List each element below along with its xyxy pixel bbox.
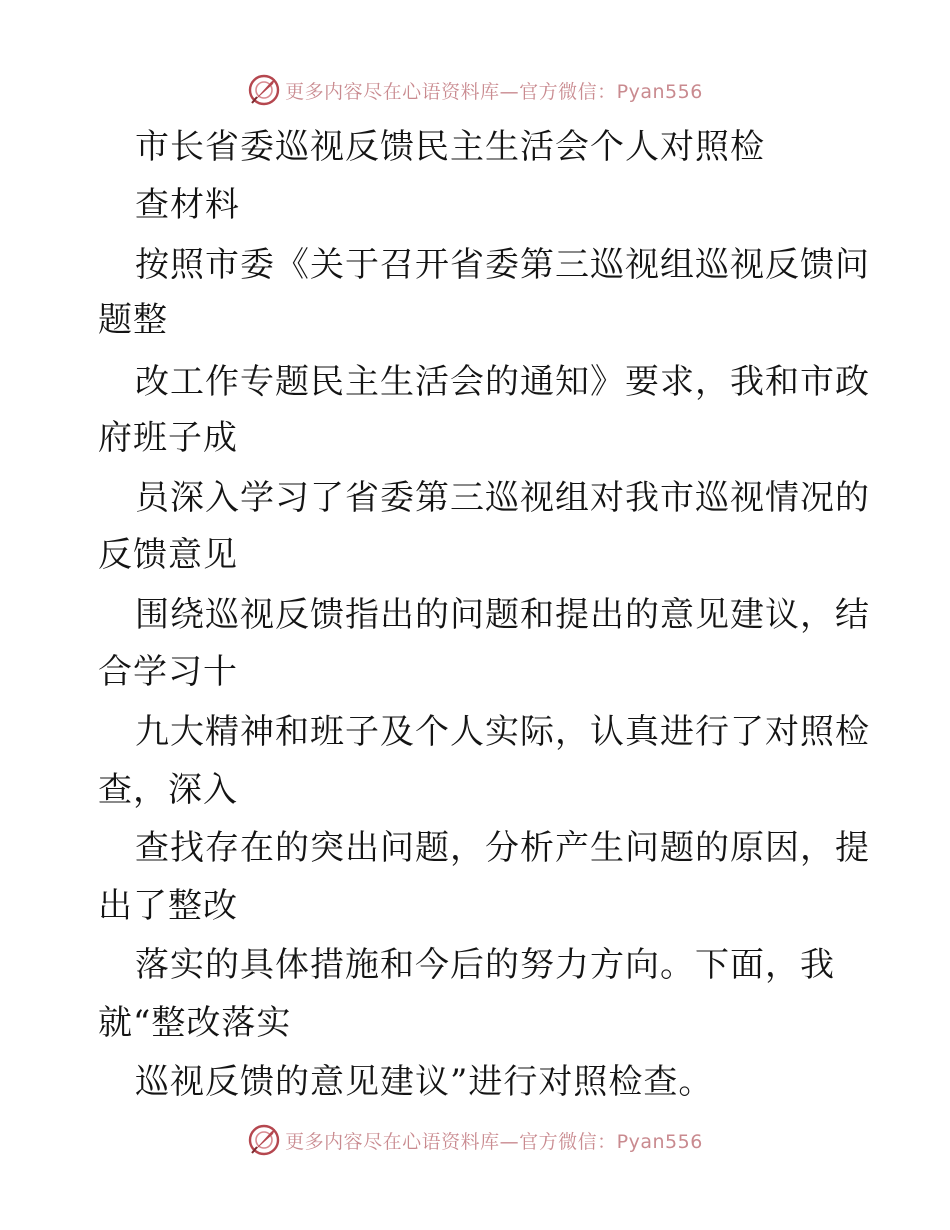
header-watermark-banner <box>0 70 950 110</box>
quill-logo-icon <box>247 73 281 107</box>
paragraph-line: 围绕巡视反馈指出的问题和提出的意见建议，结 <box>135 595 870 635</box>
paragraph-line: 就“整改落实 <box>98 1003 292 1043</box>
banner-text: 更多内容尽在心语资料库—官方微信：Pyan556 <box>285 1130 703 1153</box>
paragraph-line: 按照市委《关于召开省委第三巡视组巡视反馈问 <box>135 245 870 285</box>
paragraph-line: 巡视反馈的意见建议”进行对照检查。 <box>135 1062 714 1102</box>
banner-text: 更多内容尽在心语资料库—官方微信：Pyan556 <box>285 80 703 103</box>
quill-logo-icon <box>247 1123 281 1157</box>
paragraph-line: 反馈意见 <box>98 535 238 575</box>
paragraph-line: 查，深入 <box>98 770 238 810</box>
footer-watermark-banner <box>0 1120 950 1160</box>
title-line-1: 市长省委巡视反馈民主生活会个人对照检 <box>135 127 765 167</box>
paragraph-line: 出了整改 <box>98 886 238 926</box>
paragraph-line: 九大精神和班子及个人实际，认真进行了对照检 <box>135 712 870 752</box>
paragraph-line: 改工作专题民主生活会的通知》要求，我和市政 <box>135 362 870 402</box>
paragraph-line: 落实的具体措施和今后的努力方向。下面，我 <box>135 945 835 985</box>
paragraph-line: 题整 <box>98 300 168 340</box>
paragraph-line: 员深入学习了省委第三巡视组对我市巡视情况的 <box>135 478 870 518</box>
paragraph-line: 合学习十 <box>98 652 238 692</box>
paragraph-line: 府班子成 <box>98 418 238 458</box>
title-line-2: 查材料 <box>135 185 240 225</box>
paragraph-line: 查找存在的突出问题，分析产生问题的原因，提 <box>135 828 870 868</box>
